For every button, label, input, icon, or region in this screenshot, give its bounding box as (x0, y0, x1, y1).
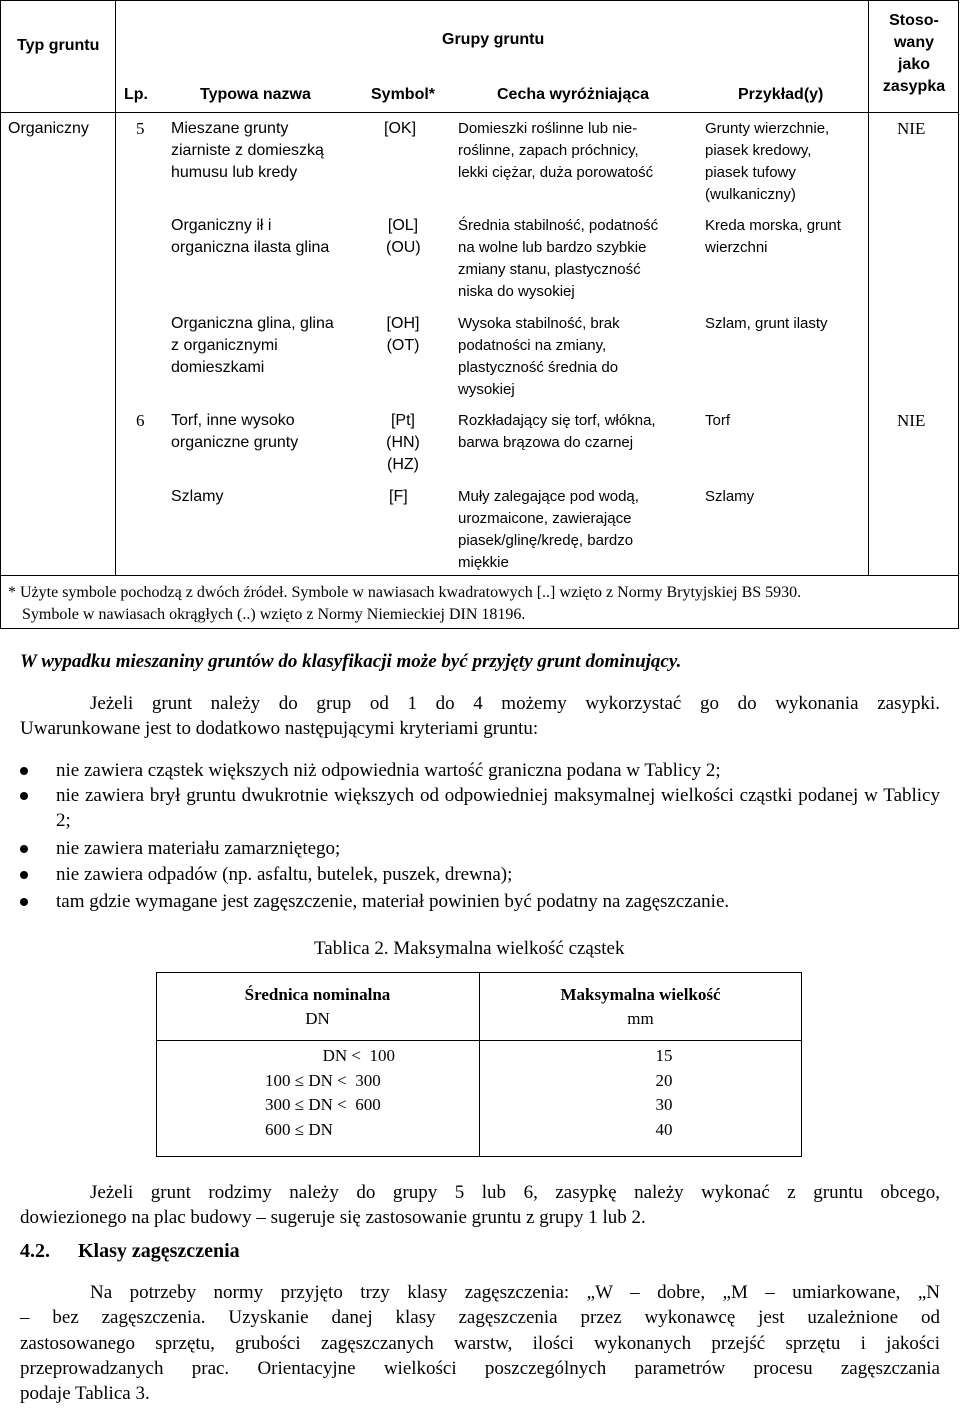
row-stosowany: NIE (897, 411, 926, 430)
table-2-dn-cell: 300 ≤ DN < 600 (265, 1095, 381, 1114)
row-przyklad: Szlamy (705, 488, 755, 505)
row-symbol: [Pt] (HN) (HZ) (386, 412, 420, 473)
row-przyklad: Szlam, grunt ilasty (705, 315, 828, 332)
row-stosowany: NIE (897, 119, 926, 138)
table-divider (0, 112, 959, 113)
paragraph-3-line-2: – bez zagęszczenia. Uzyskanie danej klasy zagęszczenia przez wykonawcę jest uzależnione od (20, 1307, 940, 1328)
bullet-icon (20, 871, 28, 879)
row-cecha: Muły zalegające pod wodą, urozmaicone, zawierające piasek/glinę/kredę, bardzo miękkie (458, 488, 639, 571)
row-przyklad: Grunty wierzchnie, piasek kredowy, piasek tufowy (wulkaniczny) (705, 120, 830, 203)
typ-gruntu-value: Organiczny (8, 120, 89, 137)
header-typ-gruntu: Typ gruntu (17, 37, 100, 54)
section-number: 4.2. (20, 1240, 50, 1262)
row-symbol: [OL] (OU) (386, 217, 421, 256)
table-2-dn-cell: 600 ≤ DN (265, 1120, 333, 1139)
row-nazwa: Szlamy (171, 488, 224, 505)
row-cecha: Średnia stabilność, podatność na wolne lub bardzo szybkie zmiany stanu, plastyczność niska do wysokiej (458, 217, 659, 300)
row-nazwa: Organiczny ił i organiczna ilasta glina (171, 217, 330, 256)
paragraph-3-line-5: podaje Tablica 3. (20, 1383, 150, 1404)
list-item-text: nie zawiera cząstek większych niż odpowiednia wartość graniczna podana w Tablicy 2; (56, 760, 721, 781)
bullet-icon (20, 792, 28, 800)
row-cecha: Domieszki roślinne lub nie- roślinne, zapach próchnicy, lekki ciężar, duża porowatość (458, 120, 654, 181)
table-divider (156, 1040, 802, 1041)
table-2-caption: Tablica 2. Maksymalna wielkość cząstek (314, 938, 625, 959)
table-2-header-diameter-unit: DN (305, 1009, 330, 1028)
row-cecha: Rozkładający się torf, włókna, barwa brązowa do czarnej (458, 412, 656, 451)
header-cecha: Cecha wyróżniająca (497, 86, 650, 103)
paragraph-2-line-2: dowiezionego na plac budowy – sugeruje się zastosowanie gruntu z grupy 1 lub 2. (20, 1207, 646, 1228)
table-2-dn-cell: DN < 100 (322, 1046, 395, 1065)
paragraph-3-line-1: Na potrzeby normy przyjęto trzy klasy zagęszczenia: „W – dobre, „M – umiarkowane, „N (90, 1282, 940, 1303)
table-2-mm-cell: 15 (655, 1046, 673, 1065)
paragraph-3-line-4: przeprowadzanych prac. Orientacyjne wielkości poszczególnych parametrów procesu zagęszczania (20, 1358, 940, 1379)
table-footnote-line1: * Użyte symbole pochodzą z dwóch źródeł. Symbole w nawiasach kwadratowych [..] wzięto z Normy Brytyjskiej BS 5930. (8, 584, 802, 601)
table-2-mm-cell: 30 (655, 1095, 673, 1114)
bullet-icon (20, 845, 28, 853)
row-cecha: Wysoka stabilność, brak podatności na zmiany, plastyczność średnia do wysokiej (458, 315, 620, 398)
row-przyklad: Kreda morska, grunt wierzchni (705, 217, 841, 256)
row-lp: 5 (136, 119, 145, 138)
row-nazwa: Mieszane grunty ziarniste z domieszką humusu lub kredy (171, 120, 324, 181)
row-nazwa: Torf, inne wysoko organiczne grunty (171, 412, 299, 451)
header-lp: Lp. (124, 86, 148, 103)
table-footnote-line2: Symbole w nawiasach okrągłych (..) wzięto z Normy Niemieckiej DIN 18196. (22, 606, 526, 623)
table-divider (0, 575, 959, 576)
row-symbol: [OK] (384, 120, 417, 137)
list-item-text: nie zawiera materiału zamarzniętego; (56, 838, 341, 859)
header-przyklad: Przykład(y) (738, 86, 824, 103)
table-2-header-diameter: Średnica nominalna (244, 985, 391, 1004)
table-2-dn-cell: 100 ≤ DN < 300 (265, 1071, 381, 1090)
bullet-icon (20, 767, 28, 775)
section-title: Klasy zagęszczenia (78, 1240, 240, 1262)
bullet-icon (20, 898, 28, 906)
table-2-header-max-size: Maksymalna wielkość (560, 985, 721, 1004)
row-nazwa: Organiczna glina, glina z organicznymi domieszkami (171, 315, 334, 376)
row-symbol: [F] (389, 488, 408, 505)
row-lp: 6 (136, 411, 145, 430)
table-2-mm-cell: 40 (655, 1120, 673, 1139)
table-divider (115, 0, 116, 575)
paragraph-1-line-1: Jeżeli grunt należy do grup od 1 do 4 możemy wykorzystać go do wykonania zasypki. (90, 693, 940, 714)
header-grupy-gruntu: Grupy gruntu (442, 31, 545, 48)
header-symbol: Symbol* (371, 86, 436, 103)
row-symbol: [OH] (OT) (386, 315, 420, 354)
list-item-text: nie zawiera odpadów (np. asfaltu, butelek, puszek, drewna); (56, 864, 513, 885)
row-przyklad: Torf (705, 412, 731, 429)
dominant-soil-note: W wypadku mieszaniny gruntów do klasyfikacji może być przyjęty grunt dominujący. (20, 651, 682, 672)
list-item-text: nie zawiera brył gruntu dwukrotnie większych od odpowiedniej maksymalnej wielkości cząstki podanej w Tablicy 2; (56, 785, 940, 831)
list-item-text: tam gdzie wymagane jest zagęszczenie, materiał powinien być podatny na zagęszczanie. (56, 891, 730, 912)
paragraph-1-line-2: Uwarunkowane jest to dodatkowo następującymi kryteriami gruntu: (20, 718, 539, 739)
paragraph-2-line-1: Jeżeli grunt rodzimy należy do grupy 5 lub 6, zasypkę należy wykonać z gruntu obcego, (90, 1182, 940, 1203)
table-2-mm-cell: 20 (655, 1071, 673, 1090)
table-2-header-max-size-unit: mm (627, 1009, 654, 1028)
header-stosowany: Stoso- wany jako zasypka (882, 12, 946, 95)
paragraph-3-line-3: zastosowanego sprzętu, grubości zagęszczanych warstw, ilości wykonanych przejść sprzętu i jakości (20, 1333, 940, 1354)
header-typowa-nazwa: Typowa nazwa (200, 86, 311, 103)
